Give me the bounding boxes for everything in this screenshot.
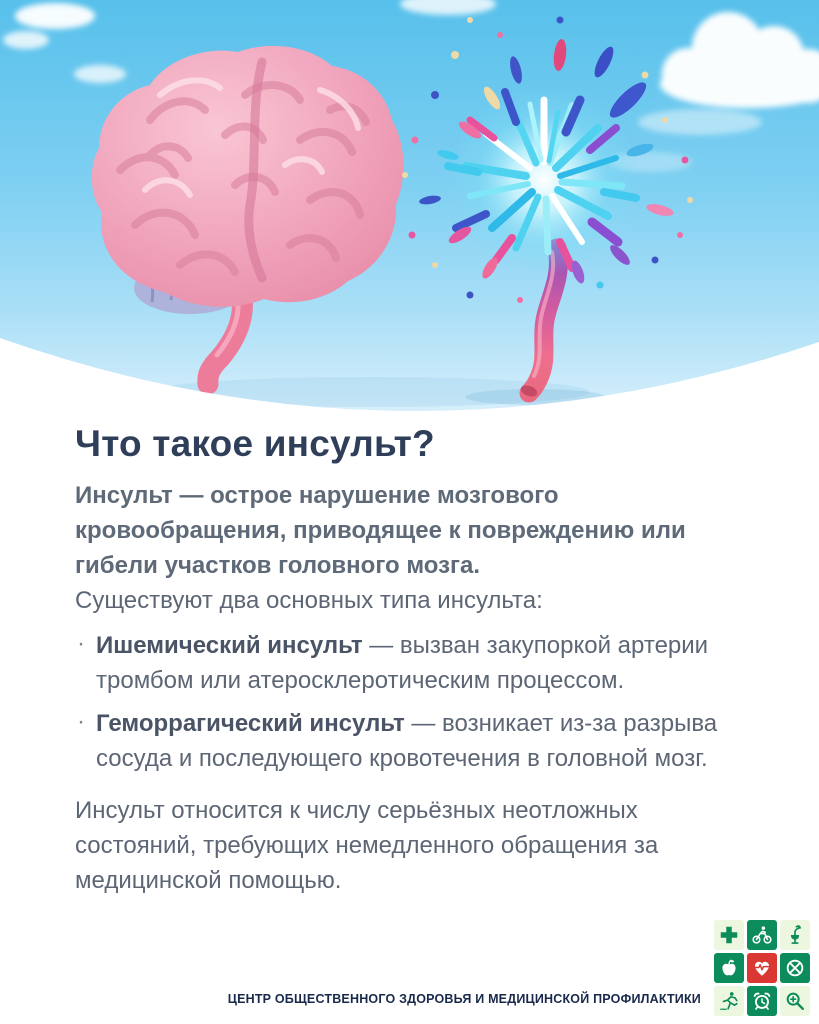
term-ischemic-description: — вызван закупоркой артерии тромбом или атеросклеротическим процессом. [96, 632, 709, 694]
logo-tile [780, 986, 810, 1016]
intro-paragraph: Инсульт — острое нарушение мозгового кровообращения, приводящее к повреждению или гибели участков головного мозга. [75, 482, 686, 579]
hero-sky-scene [0, 0, 819, 415]
stroke-types-list [75, 628, 747, 776]
bullet-marker: · [77, 630, 85, 657]
cloud [3, 31, 49, 49]
cloud-haze [638, 109, 762, 135]
intro-subline: Существуют два основных типа инсульта: [75, 587, 543, 614]
hero-illustration [0, 0, 819, 415]
apple-icon [718, 957, 740, 979]
logo-tile [747, 953, 777, 983]
footer-organization-name: ЦЕНТР ОБЩЕСТВЕННОГО ЗДОРОВЬЯ И МЕДИЦИНСКОЙ ПРОФИЛАКТИКИ [227, 992, 701, 1006]
cloud [15, 3, 95, 29]
green-cross-icon [718, 924, 740, 946]
logo-tile [714, 986, 744, 1016]
health-center-logo [714, 920, 810, 1016]
no-bad-habits-icon [784, 957, 806, 979]
term-ischemic: Ишемический инсульт [96, 632, 363, 659]
alarm-clock-icon [751, 990, 773, 1012]
bowl-of-hygieia-icon [784, 924, 806, 946]
logo-tile [780, 953, 810, 983]
list-item-hemorrhagic [75, 706, 747, 776]
term-hemorrhagic: Геморрагический инсульт [96, 710, 405, 737]
bullet-marker: · [77, 708, 85, 735]
term-hemorrhagic-description: — возникает из-за разрыва сосуда и последующего кровотечения в головной мозг. [96, 710, 718, 772]
cloud [74, 65, 126, 83]
heart-ecg-icon [751, 957, 773, 979]
runner-icon [718, 990, 740, 1012]
outro-paragraph: Инсульт относится к числу серьёзных неотложных состояний, требующих немедленного обращения за медицинской помощью. [75, 797, 659, 894]
logo-tile [780, 920, 810, 950]
cyclist-icon [751, 924, 773, 946]
logo-tile [714, 953, 744, 983]
logo-tile [747, 920, 777, 950]
list-item-ischemic [75, 628, 747, 698]
logo-tile [714, 920, 744, 950]
page-title: Что такое инсульт? [75, 423, 435, 464]
logo-tile [747, 986, 777, 1016]
magnifier-plus-icon [784, 990, 806, 1012]
content-area [75, 418, 747, 898]
